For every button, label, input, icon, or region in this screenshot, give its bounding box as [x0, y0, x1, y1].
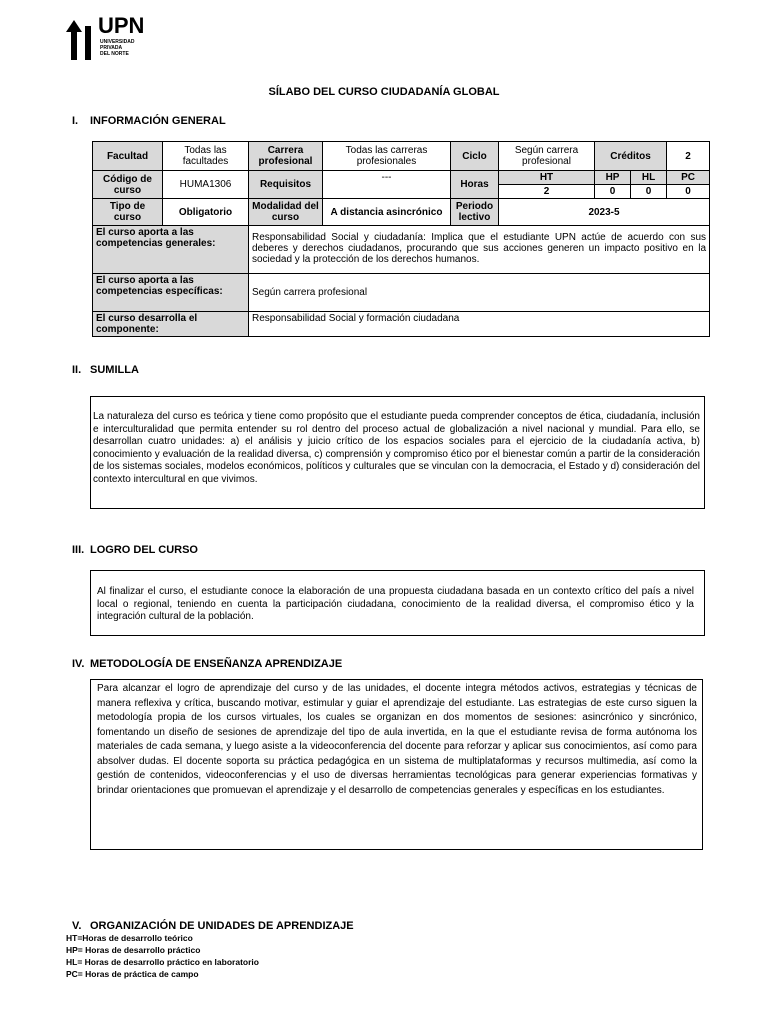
section-3-number: III.: [72, 544, 85, 556]
componente-label: El curso desarrolla el componente:: [93, 312, 249, 337]
periodo-label: Periodo lectivo: [451, 199, 499, 226]
section-4-heading: [72, 658, 342, 670]
pc-label: PC: [667, 171, 710, 185]
section-1-heading: [72, 115, 226, 127]
ciclo-label: Ciclo: [451, 142, 499, 171]
hp-label: HP: [595, 171, 631, 185]
logo-line-3: DEL NORTE: [100, 51, 129, 57]
comp-gen-value: Responsabilidad Social y ciudadanía: Implica que el estudiante UPN actúe de acuerdo con sus deberes y derechos ciudadanos, procurando que sus acciones generen un impacto positivo en la sociedad y la protección de los derechos humanos.: [249, 226, 710, 274]
logo-name: UPN: [98, 13, 145, 38]
general-info-table: [92, 141, 710, 337]
section-2-title: SUMILLA: [90, 364, 139, 376]
hl-value: 0: [631, 185, 667, 199]
comp-esp-value: Según carrera profesional: [249, 274, 710, 312]
upn-arrow-icon: [64, 16, 98, 62]
carrera-label: Carrera profesional: [249, 142, 323, 171]
ht-value: 2: [499, 185, 595, 199]
ht-label: HT: [499, 171, 595, 185]
logo-line-1: UNIVERSIDAD: [100, 39, 135, 45]
requisitos-label: Requisitos: [249, 171, 323, 199]
legend-hl: HL= Horas de desarrollo práctico en laboratorio: [66, 957, 259, 967]
carrera-value: Todas las carreras profesionales: [323, 142, 451, 171]
hl-label: HL: [631, 171, 667, 185]
modalidad-value: A distancia asincrónico: [323, 199, 451, 226]
codigo-value: HUMA1306: [163, 171, 249, 199]
comp-esp-label: El curso aporta a las competencias específicas:: [93, 274, 249, 312]
upn-logo: [64, 14, 144, 64]
tipo-value: Obligatorio: [163, 199, 249, 226]
facultad-label: Facultad: [93, 142, 163, 171]
section-5-heading: [72, 920, 354, 932]
section-3-title: LOGRO DEL CURSO: [90, 544, 198, 556]
creditos-label: Créditos: [595, 142, 667, 171]
modalidad-label: Modalidad del curso: [249, 199, 323, 226]
metodologia-box: Para alcanzar el logro de aprendizaje del curso y de las unidades, el docente integra métodos activos, estrategias y técnicas de manera reflexiva y crítica, buscando motivar, estimular y guiar el aprendizaje del estudiante. Las estrategias de este curso siguen la metodología propia de los cursos virtuales, los cuales se organizan en dos momentos de sesiones: asincrónico y sincrónico, fomentando un diseño de sesiones de aprendizaje del tipo de aula invertida, en la que el estudiante revisa de forma autónoma los materiales de cada semana, y luego asiste a la videoconferencia del docente para reforzar y aplicar sus conocimientos, así como para absolver dudas. El docente soporta su práctica pedagógica en un sistema de multiplataformas y recursos multimedia, así como la gestión de contenidos, videoconferencias y el uso de diversas herramientas tecnológicas para generar experiencias formativas y brindar orientaciones que promuevan el aprendizaje y el desarrollo de competencias generales y específicas en los estudiantes.: [90, 679, 703, 850]
tipo-label: Tipo de curso: [93, 199, 163, 226]
hp-value: 0: [595, 185, 631, 199]
logro-box: Al finalizar el curso, el estudiante conoce la elaboración de una propuesta ciudadana basada en un contexto crítico del país a nivel local o regional, teniendo en cuenta la participación ciudadana, conocimiento de la realidad diversa, el compromiso ético y la integración cultural de la población.: [90, 570, 705, 636]
facultad-value: Todas las facultades: [163, 142, 249, 171]
section-1-title: INFORMACIÓN GENERAL: [90, 115, 226, 127]
componente-value: Responsabilidad Social y formación ciudadana: [249, 312, 710, 337]
legend-pc: PC= Horas de práctica de campo: [66, 969, 199, 979]
requisitos-value: ---: [323, 171, 451, 199]
pc-value: 0: [667, 185, 710, 199]
section-3-heading: [72, 544, 198, 556]
section-1-number: I.: [72, 115, 79, 127]
ciclo-value: Según carrera profesional: [499, 142, 595, 171]
comp-gen-label: El curso aporta a las competencias generales:: [93, 226, 249, 274]
legend-ht: HT=Horas de desarrollo teórico: [66, 933, 193, 943]
legend-hp: HP= Horas de desarrollo práctico: [66, 945, 201, 955]
section-2-number: II.: [72, 364, 82, 376]
periodo-value: 2023-5: [499, 199, 710, 226]
sumilla-box: La naturaleza del curso es teórica y tiene como propósito que el estudiante pueda comprender conceptos de ética, ciudadanía, inclusión e interculturalidad que permita entender su rol dentro del proceso actual de globalización a nivel nacional y mundial. Para ello, se desarrollan cuatro unidades: a) el análisis y juicio crítico de los espacios sociales para el ejercicio de la ciudadanía activa, b) conocimiento y evaluación de la realidad diversa, c) comprensión y compromiso ético por el bienestar común a partir de la consideración de los sistemas sociales, modelos económicos, políticos y culturales que se vinculan con la democracia, el Estado y d) consideración del contexto intercultural en que vivimos.: [90, 396, 705, 509]
horas-label: Horas: [451, 171, 499, 199]
section-4-number: IV.: [72, 658, 85, 670]
section-5-number: V.: [72, 920, 82, 932]
section-4-title: METODOLOGÍA DE ENSEÑANZA APRENDIZAJE: [90, 658, 343, 670]
section-5-title: ORGANIZACIÓN DE UNIDADES DE APRENDIZAJE: [90, 920, 354, 932]
codigo-label: Código de curso: [93, 171, 163, 199]
section-2-heading: [72, 364, 139, 376]
document-title: SÍLABO DEL CURSO CIUDADANÍA GLOBAL: [268, 86, 500, 98]
creditos-value: 2: [667, 142, 710, 171]
logo-line-2: PRIVADA: [100, 45, 123, 51]
